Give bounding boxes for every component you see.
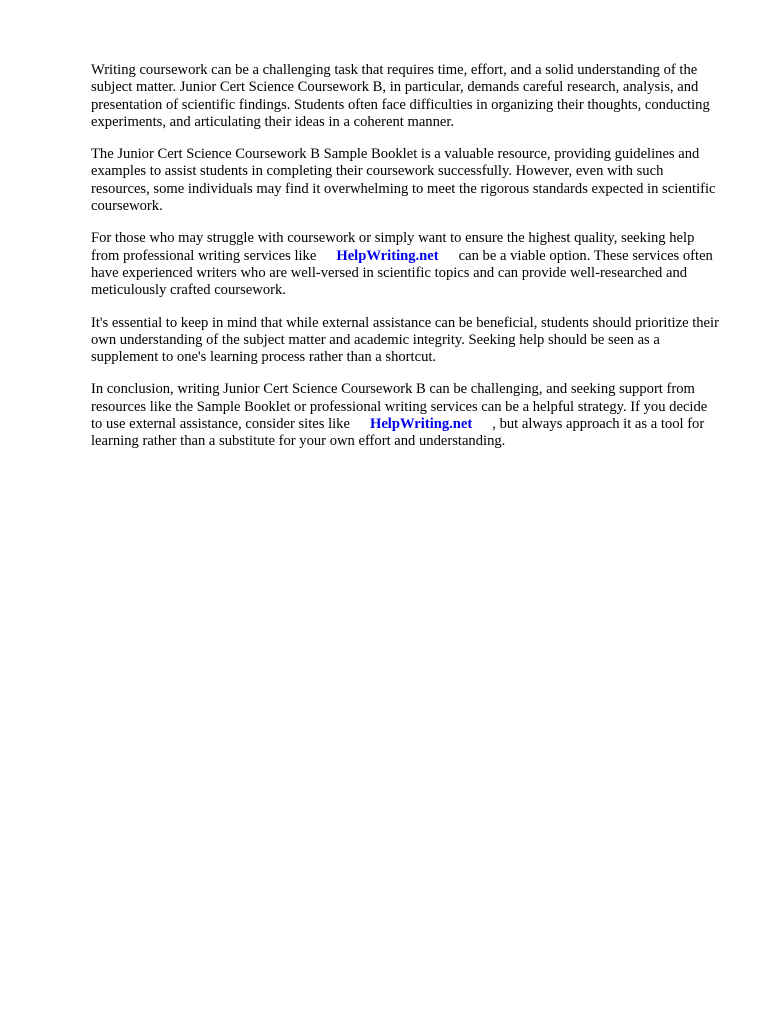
paragraph-text-before-link: In conclusion, writing Junior Cert Science Coursework B can be challenging, and seeking support from resources like the Sample Booklet or professional writing services can be a helpful strategy. If you decide to use external assistance, consider sites like [91,381,708,433]
helpwriting-link[interactable]: HelpWriting.net [369,416,473,433]
helpwriting-link[interactable]: HelpWriting.net [336,247,439,264]
paragraph-sample-booklet: The Junior Cert Science Coursework B Sample Booklet is a valuable resource, providing guidelines and examples to assist students in completing their coursework successfully. However, even with such resources, some individuals may find it overwhelming to meet the rigorous standards expected in scientific coursework. [91,146,716,215]
paragraph-text-after-link: can be a viable option. These services often have experienced writers who are well-versed in scientific topics and can provide well-researched and meticulously crafted coursework. [91,247,713,299]
paragraph-text-before-link: For those who may struggle with coursework or simply want to ensure the highest quality, seeking help from professional writing services like [91,230,695,264]
paragraph-text-after-link: , but always approach it as a tool for learning rather than a substitute for your own effort and understanding. [91,416,705,450]
paragraph-conclusion [91,381,721,450]
paragraph-intro: Writing coursework can be a challenging task that requires time, effort, and a solid understanding of the subject matter. Junior Cert Science Coursework B, in particular, demands careful research, analysis, and presentation of scientific findings. Students often face difficulties in organizing their thoughts, conducting experiments, and articulating their ideas in a coherent manner. [91,62,710,130]
paragraph-academic-integrity: It's essential to keep in mind that while external assistance can be beneficial, students should prioritize their own understanding of the subject matter and academic integrity. Seeking help should be seen as a supplement to one's learning process rather than a shortcut. [91,314,719,366]
paragraph-writing-services [91,230,721,299]
document-body [91,62,721,466]
